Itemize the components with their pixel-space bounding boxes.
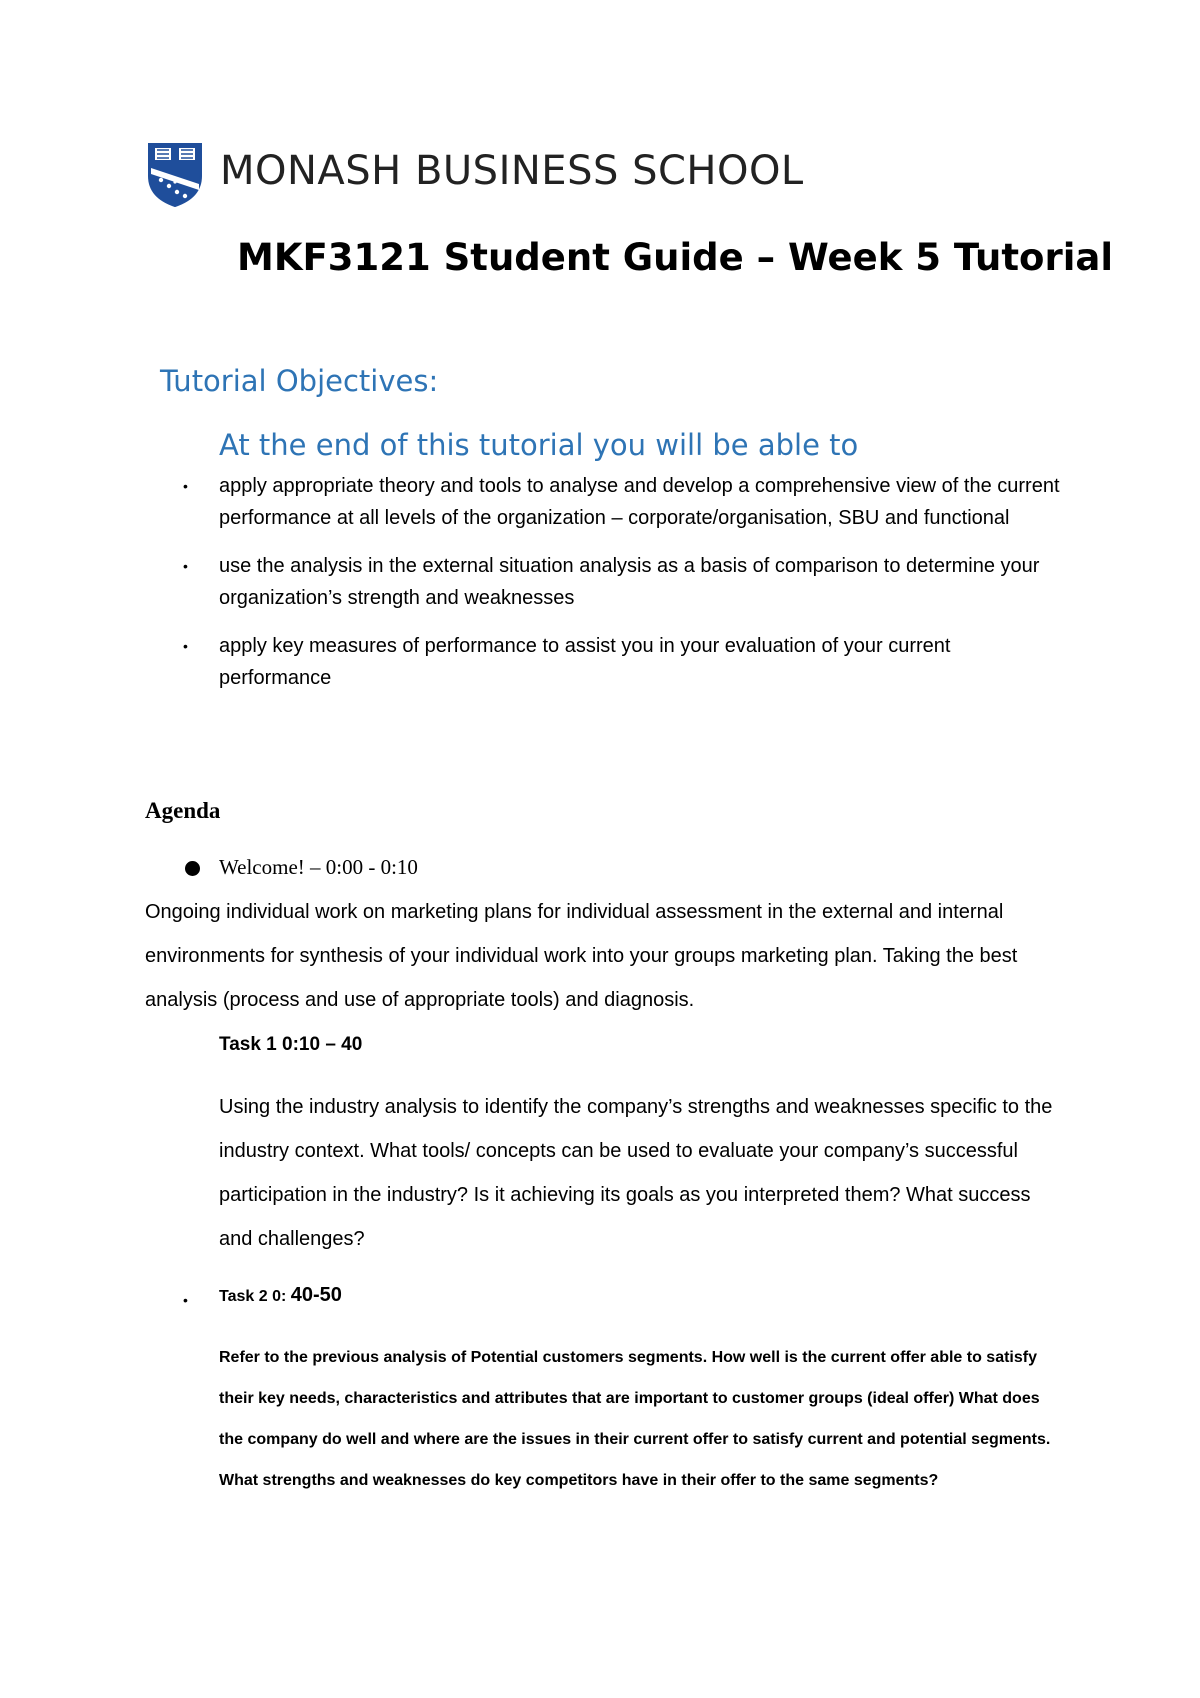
objectives-list <box>183 470 1063 710</box>
filled-circle-bullet-icon <box>185 861 200 876</box>
task2-label-time: 40-50 <box>290 1284 342 1306</box>
bullet-icon: • <box>183 558 188 574</box>
objective-text: apply appropriate theory and tools to analyse and develop a comprehensive view of the current performance at all levels of the organization – corporate/organisation, SBU and functional <box>219 475 1060 529</box>
objective-text: use the analysis in the external situation analysis as a basis of comparison to determine your organization’s strength and weaknesses <box>219 555 1040 609</box>
agenda-heading: Agenda <box>145 798 221 823</box>
logo-wordmark: MONASH BUSINESS SCHOOL <box>220 148 804 194</box>
agenda-welcome: Welcome! – 0:00 - 0:10 <box>219 855 418 879</box>
task1-label: Task 1 0:10 – 40 <box>219 1034 363 1055</box>
objectives-heading: Tutorial Objectives: <box>160 364 439 398</box>
task1-text: Using the industry analysis to identify the company’s strengths and weaknesses specific to the industry context. What tools/ concepts can be used to evaluate your company’s successful participation in the industry? Is it achieving its goals as you interpreted them? What success and challenges? <box>219 1096 1053 1250</box>
bullet-icon: • <box>183 638 188 654</box>
task2-label <box>219 1284 342 1307</box>
list-item <box>183 630 1063 694</box>
objectives-intro: At the end of this tutorial you will be able to <box>219 428 859 462</box>
objective-text: apply key measures of performance to assist you in your evaluation of your current performance <box>219 635 951 689</box>
agenda-intro-paragraph: Ongoing individual work on marketing plans for individual assessment in the external and internal environments for synthesis of your individual work into your groups marketing plan. Taking the best analysis (process and use of appropriate tools) and diagnosis. <box>145 901 1018 1011</box>
list-item <box>183 550 1063 614</box>
bullet-icon: • <box>183 478 188 494</box>
task2-label-prefix: Task 2 0: <box>219 1288 287 1305</box>
task2-text: Refer to the previous analysis of Potential customers segments. How well is the current offer able to satisfy their key needs, characteristics and attributes that are important to customer groups (ideal offer) What does the company do well and where are the issues in their current offer to satisfy current and potential segments. What strengths and weaknesses do key competitors have in their offer to the same segments? <box>219 1349 1051 1489</box>
monash-crest-logo <box>145 140 205 208</box>
document-title: MKF3121 Student Guide – Week 5 Tutorial <box>237 236 1114 279</box>
list-item <box>183 470 1063 534</box>
bullet-icon: • <box>183 1292 188 1308</box>
